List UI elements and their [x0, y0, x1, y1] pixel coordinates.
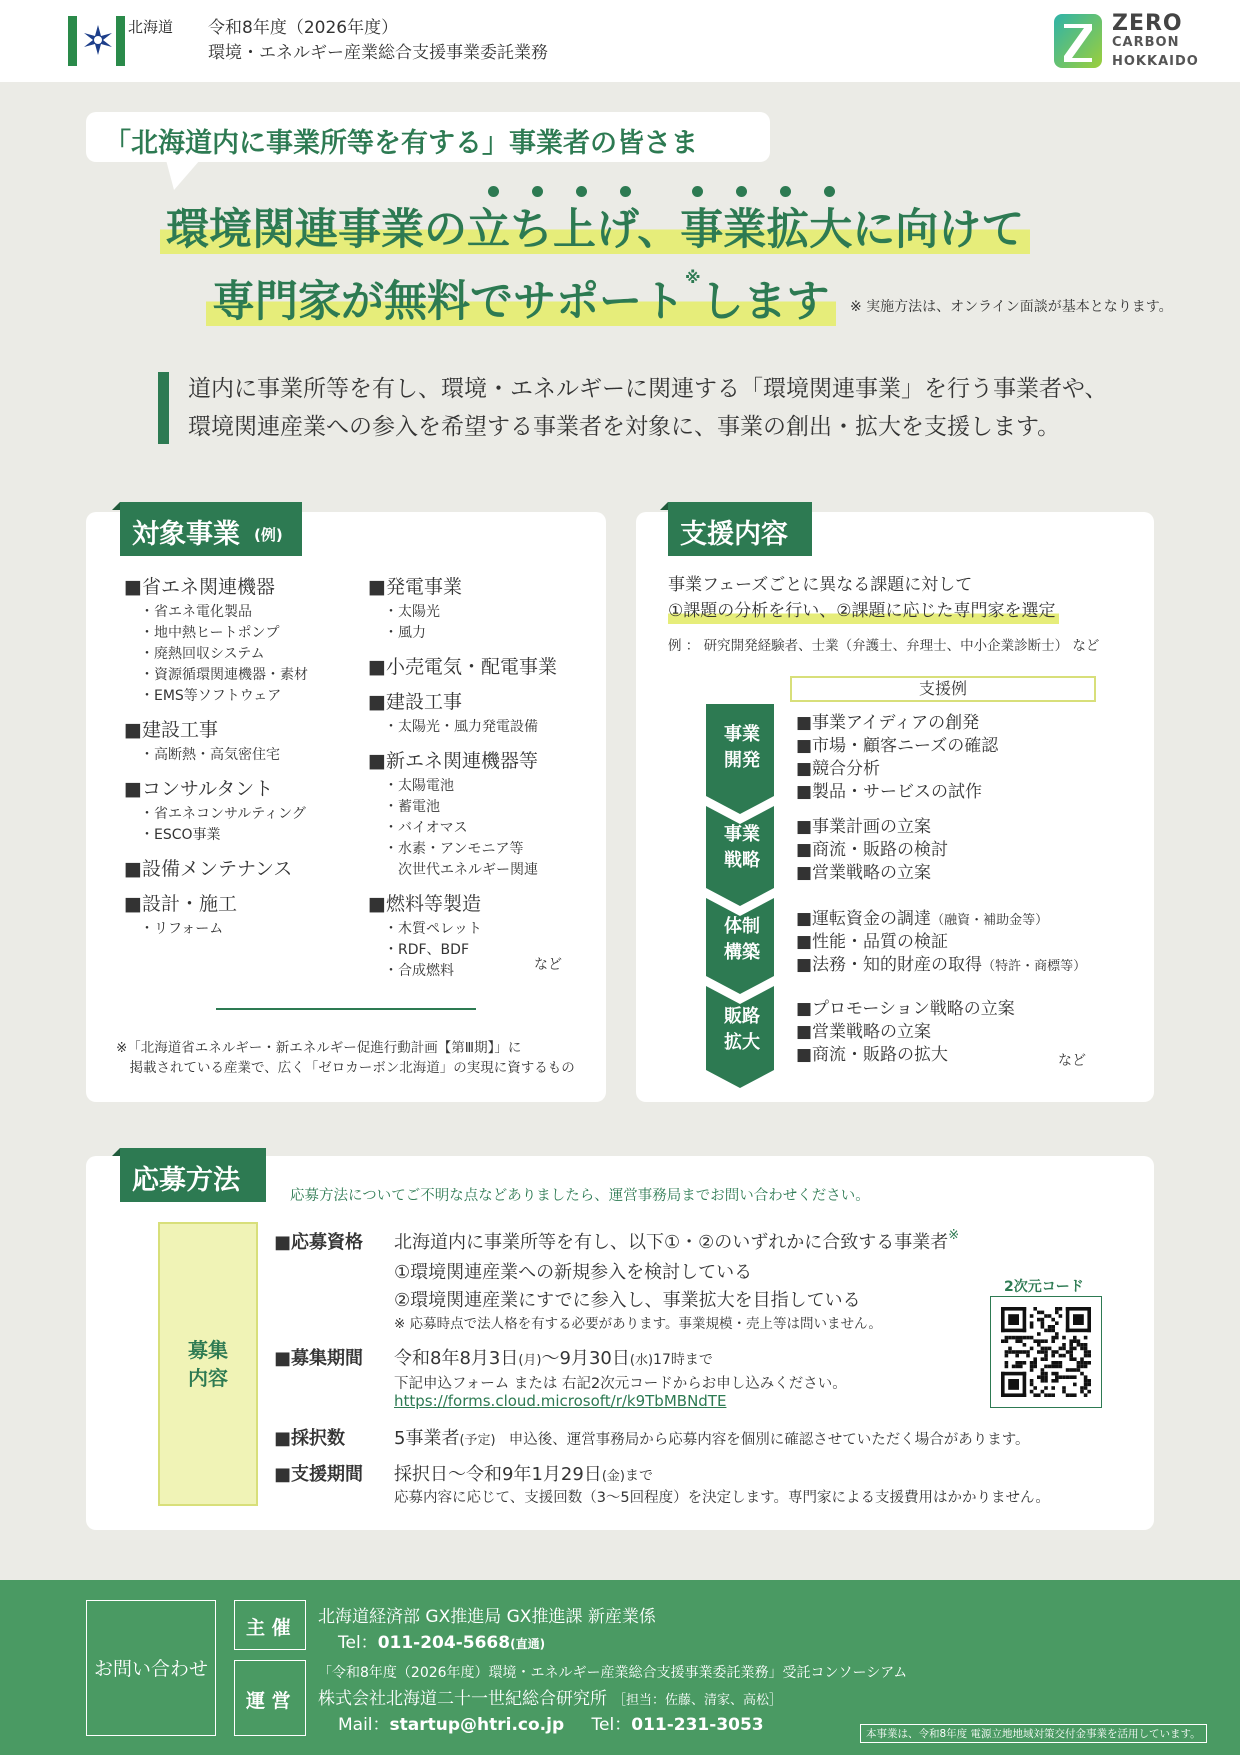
funding-note: 本事業は、令和8年度 電源立地地域対策交付金事業を活用しています。: [860, 1724, 1207, 1743]
support-intro-highlight: ①課題の分析を行い、②課題に応じた専門家を選定: [668, 598, 1059, 624]
fiscal-year: 令和8年度（2026年度）: [208, 18, 399, 38]
target-item: ・高断熱・高気密住宅: [140, 747, 280, 763]
target-item: ・廃熱回収システム: [140, 646, 265, 662]
phase-label: 事業 開発: [724, 724, 760, 771]
target-item: ・木質ペレット: [384, 921, 482, 937]
support-item: ■事業計画の立案: [796, 817, 932, 837]
support-example-box: 支援例: [790, 676, 1096, 702]
support-period-note: 応募内容に応じて、支援回数（3～5回程度）を決定します。専門家による支援費用はかかりません。: [394, 1490, 1050, 1506]
target-list-right: [368, 572, 588, 982]
lead-text: 道内に事業所等を有し、環境・エネルギーに関連する「環境関連事業」を行う事業者や、 環境関連産業への参入を希望する事業者を対象に、事業の創出・拡大を支援します。: [188, 376, 1108, 440]
target-item: ・風力: [384, 625, 426, 641]
support-example: 例 ： 研究開発経験者、士業（弁護士、弁理士、中小企業診断士） など: [668, 638, 1100, 654]
eligibility-2: ②環境関連産業にすでに参入し、事業拡大を目指している: [394, 1290, 861, 1311]
target-item: ・資源循環関連機器・素材: [140, 667, 308, 683]
op-mail-link[interactable]: startup@htri.co.jp: [389, 1715, 565, 1735]
support-item: ■営業戦略の立案: [796, 863, 932, 883]
support-period-label: ■支援期間: [274, 1464, 364, 1485]
target-category: ■小売電気・配電事業: [368, 656, 557, 678]
target-item: ・EMS等ソフトウェア: [140, 688, 282, 704]
headline-line-1: 環境関連事業の立ち上げ、事業拡大に向けて: [160, 196, 1030, 254]
application-form-link[interactable]: https://forms.cloud.microsoft/r/k9TbMBNdTE: [394, 1392, 727, 1410]
count-label: ■採択数: [274, 1428, 346, 1449]
op-consortium: 「令和8年度（2026年度）環境・エネルギー産業総合支援事業委託業務」受託コンソーシアム: [318, 1665, 908, 1681]
support-item: ■運転資金の調達（融資・補助金等）: [796, 909, 1049, 929]
phase-label: 事業 戦略: [724, 824, 760, 871]
online-note: ※ 実施方法は、オンライン面談が基本となります。: [850, 299, 1173, 315]
target-category: ■燃料等製造: [368, 893, 481, 915]
period-note: 下記申込フォーム または 右記2次元コードからお申し込みください。: [394, 1376, 847, 1392]
support-intro: 事業フェーズごとに異なる課題に対して ①課題の分析を行い、②課題に応じた専門家を選定: [668, 572, 1059, 624]
period-text: 令和8年8月3日(月)～9月30日(水)17時まで: [394, 1348, 713, 1369]
target-divider: [216, 1008, 476, 1010]
support-item: ■製品・サービスの試作: [796, 782, 983, 802]
support-etc: など: [1058, 1053, 1086, 1069]
target-item: ・ESCO事業: [140, 827, 221, 843]
header: [0, 0, 1240, 82]
zero-carbon-logo-icon: [1052, 12, 1104, 70]
support-item: ■商流・販路の検討: [796, 840, 949, 860]
target-category: ■建設工事: [124, 719, 218, 741]
footer: [0, 1580, 1240, 1755]
headline-line-2: 専門家が無料でサポート※します: [206, 268, 836, 326]
target-category: ■設計・施工: [124, 893, 237, 915]
op-label: 運 営: [246, 1690, 291, 1712]
target-item: ・バイオマス: [384, 820, 468, 836]
phase-label: 販路 拡大: [724, 1006, 760, 1053]
lead-accent-bar: [158, 372, 169, 444]
target-category: ■コンサルタント: [124, 778, 274, 800]
target-item: ・太陽光・風力発電設備: [384, 719, 538, 735]
qr-code[interactable]: [990, 1296, 1102, 1408]
support-item: ■性能・品質の検証: [796, 932, 949, 952]
target-item: ・省エネ電化製品: [140, 604, 252, 620]
target-item: ・省エネコンサルティング: [140, 806, 306, 822]
eligibility-label: ■応募資格: [274, 1232, 364, 1253]
target-item: ・蓄電池: [384, 799, 440, 815]
host-org: 北海道経済部 GX推進局 GX推進課 新産業係: [318, 1607, 656, 1627]
contact-label: お問い合わせ: [94, 1658, 209, 1680]
target-category: ■省エネ関連機器: [124, 576, 275, 598]
target-bubble: [86, 112, 770, 162]
target-category: ■発電事業: [368, 576, 462, 598]
apply-side-label: 募集 内容: [158, 1222, 258, 1506]
pref-name: 北海道: [128, 18, 174, 36]
target-item: ・水素・アンモニア等: [384, 841, 524, 857]
target-category: ■設備メンテナンス: [124, 858, 293, 880]
qr-label: 2次元コード: [1004, 1279, 1084, 1295]
qr-code-icon: [1001, 1307, 1091, 1397]
support-item: ■営業戦略の立案: [796, 1022, 932, 1042]
count-text: 5事業者(予定) 申込後、運営事務局から応募内容を個別に確認させていただく場合があります。: [394, 1428, 1030, 1449]
apply-title: 応募方法: [120, 1148, 266, 1202]
period-label: ■募集期間: [274, 1348, 364, 1369]
eligibility-text: 北海道内に事業所等を有し、以下①・②のいずれかに合致する事業者※: [394, 1228, 960, 1253]
support-item: ■法務・知的財産の取得（特許・商標等）: [796, 955, 1087, 975]
host-tel: Tel：011-204-5668(直通): [338, 1633, 546, 1653]
target-item: ・リフォーム: [140, 921, 224, 937]
target-item: ・太陽光: [384, 604, 440, 620]
target-category: ■新エネ関連機器等: [368, 750, 538, 772]
header-title: [208, 16, 548, 66]
target-item: ・地中熱ヒートポンプ: [140, 625, 280, 641]
support-item: ■市場・顧客ニーズの確認: [796, 736, 999, 756]
target-category: ■建設工事: [368, 691, 462, 713]
support-item: ■事業アイディアの創発: [796, 713, 980, 733]
eligibility-1: ①環境関連産業への新規参入を検討している: [394, 1262, 753, 1283]
project-name: 環境・エネルギー産業総合支援事業委託業務: [208, 43, 548, 63]
support-period-text: 採択日～令和9年1月29日(金)まで: [394, 1464, 653, 1485]
target-item: 次世代エネルギー関連: [384, 862, 538, 878]
host-label: 主 催: [246, 1617, 291, 1639]
zero-carbon-text: ZERO CARBON HOKKAIDO: [1112, 11, 1199, 69]
hokkaido-logo: [68, 16, 128, 66]
support-item: ■商流・販路の拡大: [796, 1045, 949, 1065]
target-item: ・合成燃料: [384, 963, 454, 979]
hokkaido-star-icon: [82, 24, 114, 56]
support-title: 支援内容: [668, 502, 812, 556]
target-item: ・RDF、BDF: [384, 942, 469, 958]
target-footnote: ※「北海道省エネルギー・新エネルギー促進行動計画【第Ⅲ期】」に 掲載されている産業で、広く「ゼロカーボン北海道」の実現に資するもの: [116, 1040, 575, 1076]
eligibility-note: ※ 応募時点で法人格を有する必要があります。事業規模・売上等は問いません。: [394, 1316, 882, 1332]
apply-subtitle: 応募方法についてご不明な点などありましたら、運営事務局までお問い合わせください。: [290, 1188, 870, 1204]
target-item: ・太陽電池: [384, 778, 454, 794]
op-org: 株式会社北海道二十一世紀総合研究所 ［担当：佐藤、清家、高松］: [318, 1689, 783, 1709]
target-list-left: [124, 572, 354, 940]
phase-label: 体制 構築: [724, 916, 760, 963]
target-etc: など: [534, 957, 562, 973]
support-item: ■競合分析: [796, 759, 881, 779]
op-contact: Mail：startup@htri.co.jp Tel：011-231-3053: [338, 1715, 764, 1735]
target-title: 対象事業 (例): [120, 502, 302, 556]
bubble-text: 「北海道内に事業所等を有する」事業者の皆さま: [104, 128, 698, 159]
support-item: ■プロモーション戦略の立案: [796, 999, 1015, 1019]
